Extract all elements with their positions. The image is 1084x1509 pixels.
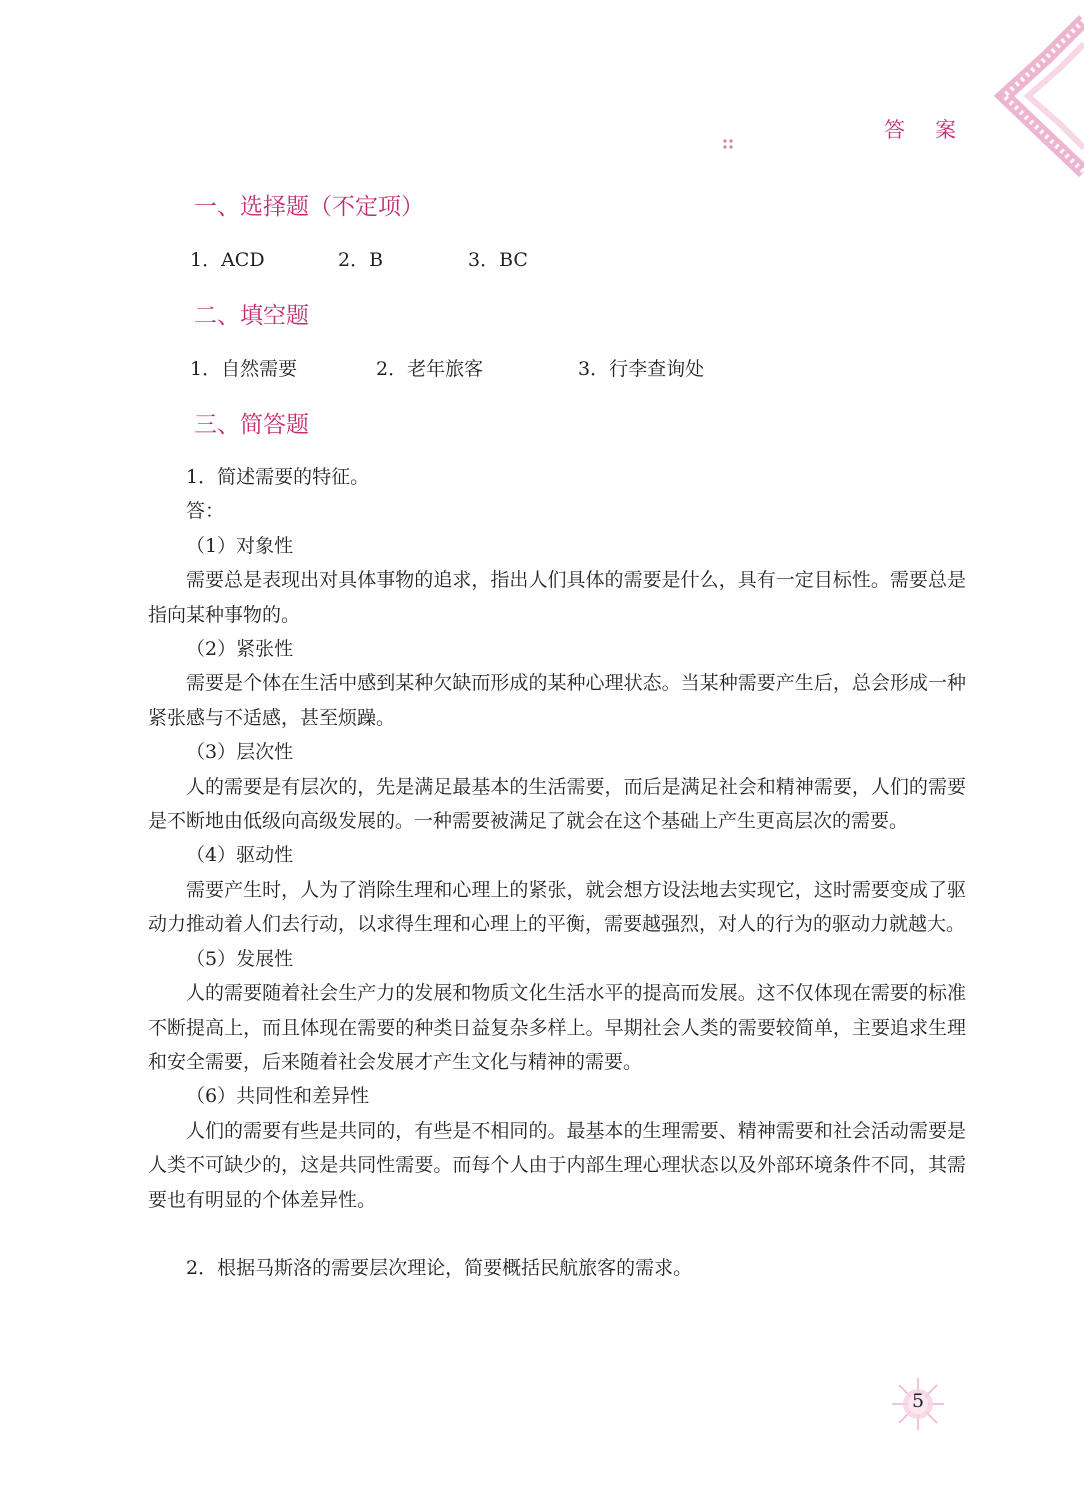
short-answer-body	[148, 460, 966, 1285]
question-text: 2．根据马斯洛的需要层次理论，简要概括民航旅客的需求。	[186, 1256, 693, 1279]
answer-item: 1．自然需要	[190, 358, 298, 380]
subheading: （1）对象性	[186, 534, 294, 557]
answer-label: 答：	[186, 500, 225, 523]
paragraph: 人的需要随着社会生产力的发展和物质文化生活水平的提高而发展。这不仅体现在需要的标准不断提高上，而且体现在需要的种类日益复杂多样上。早期社会人类的需要较简单，主要追求生理和安全需要，后来随着社会发展才产生文化与精神的需要。	[148, 982, 966, 1073]
subheading: （5）发展性	[186, 947, 294, 970]
paragraph: 人们的需要有些是共同的，有些是不相同的。最基本的生理需要、精神需要和社会活动需要是人类不可缺少的，这是共同性需要。而每个人由于内部生理心理状态以及外部环境条件不同，其需要也有明显的个体差异性。	[148, 1119, 966, 1211]
subheading: （3）层次性	[186, 741, 294, 764]
answer-item: 3．BC	[468, 249, 528, 271]
page-header-title: 答案	[884, 118, 986, 142]
page-number: 5	[911, 1390, 925, 1412]
answer-item: 3．行李查询处	[578, 358, 705, 380]
subheading: （6）共同性和差异性	[186, 1085, 370, 1108]
paragraph: 需要总是表现出对具体事物的追求，指出人们具体的需要是什么，具有一定目标性。需要总是指向某种事物的。	[148, 569, 966, 626]
subheading: （2）紧张性	[186, 638, 294, 661]
section-title-short-answer: 三、简答题	[194, 412, 309, 438]
paragraph: 人的需要是有层次的，先是满足最基本的生活需要，而后是满足社会和精神需要，人们的需要是不断地由低级向高级发展的。一种需要被满足了就会在这个基础上产生更高层次的需要。	[148, 775, 966, 833]
answer-item: 1．ACD	[190, 249, 265, 271]
corner-ornament	[984, 0, 1084, 200]
question-text: 1．简述需要的特征。	[186, 466, 370, 488]
section-title-multiple-choice: 一、选择题（不定项）	[194, 194, 424, 220]
paragraph: 需要产生时，人为了消除生理和心理上的紧张，就会想方设法地去实现它，这时需要变成了驱动力推动着人们去行动，以求得生理和心理上的平衡，需要越强烈，对人的行为的驱动力就越大。	[148, 878, 966, 936]
page-number-badge	[890, 1376, 946, 1432]
section-title-fill-in: 二、填空题	[194, 303, 309, 329]
header-ornament	[722, 138, 734, 150]
answer-item: 2．老年旅客	[376, 358, 484, 380]
answer-item: 2．B	[338, 249, 384, 271]
subheading: （4）驱动性	[186, 844, 294, 867]
paragraph: 需要是个体在生活中感到某种欠缺而形成的某种心理状态。当某种需要产生后，总会形成一种紧张感与不适感，甚至烦躁。	[148, 672, 966, 729]
